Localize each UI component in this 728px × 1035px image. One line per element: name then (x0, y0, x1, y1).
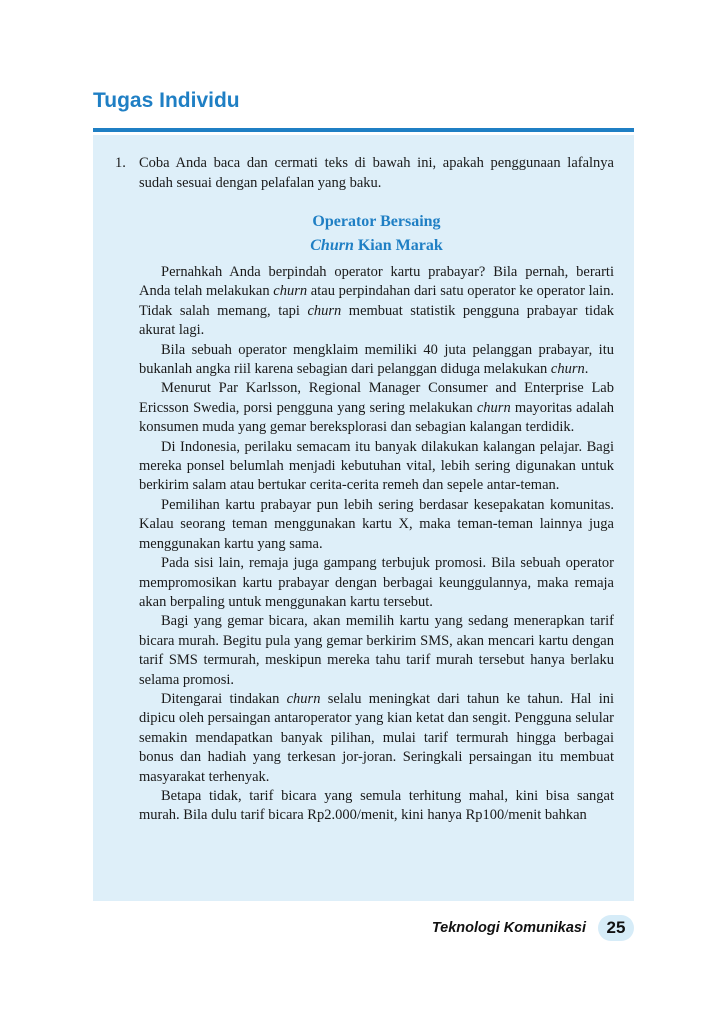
article-title-line1: Operator Bersaing (312, 213, 441, 230)
article-paragraph (139, 690, 614, 787)
article-paragraph (139, 379, 614, 437)
article-paragraph (139, 787, 614, 826)
italic-term: churn (476, 399, 511, 416)
article-title-line2 (139, 234, 614, 258)
paragraph-text: . (584, 361, 589, 378)
page-number: 25 (598, 915, 634, 941)
italic-term: churn (273, 283, 308, 300)
article-paragraph (139, 263, 614, 341)
paragraph-text: Bagi yang gemar bicara, akan memilih kartu yang sedang menerapkan tarif bicara murah. Begitu pula yang gemar berkirim SMS, akan mencari kartu dengan tarif SMS termurah, meskipun mereka tahu tarif murah tersebut hanya berlaku selama promosi. (139, 613, 614, 688)
article-title (139, 210, 614, 258)
italic-term: churn (286, 690, 321, 707)
task-number: 1. (115, 155, 126, 171)
paragraph-text: selalu meningkat dari tahun ke tahun. Hal ini dipicu oleh persaingan antaroperator yang kian ketat dan sengit. Pengguna selular semakin mendapatkan banyak pilihan, mulai tarif termurah hingga berbagai bonus dan hadiah yang terkesan jor-joran. Seringkali persaingan itu membuat masyarakat terhenyak. (139, 690, 614, 785)
italic-term: churn (550, 361, 585, 378)
article-paragraph (139, 554, 614, 612)
article-paragraph (139, 438, 614, 496)
paragraph-text: mayoritas adalah konsumen muda yang gemar bereksplorasi dan sebagian kalangan terdidik. (139, 399, 615, 436)
paragraph-text: Bila sebuah operator mengklaim memiliki 40 juta pelanggan prabayar, itu bukanlah angka riil karena sebagian dari pelanggan diduga melakukan (139, 341, 614, 378)
paragraph-text: Ditengarai tindakan (161, 690, 287, 707)
paragraph-text: Pada sisi lain, remaja juga gampang terbujuk promosi. Bila sebuah operator mempromosikan kartu prabayar dengan berbagai keunggulannya, maka remaja akan berpaling untuk menggunakan kartu tersebut. (139, 555, 614, 610)
article-paragraph (139, 612, 614, 690)
paragraph-text: Di Indonesia, perilaku semacam itu banyak dilakukan kalangan pelajar. Bagi mereka ponsel belumlah menjadi kebutuhan vital, lebih sering digunakan untuk berkirim salam atau bertukar cerita-cerita remeh dan sepele antar-teman. (139, 438, 614, 494)
article-title-rest: Kian Marak (353, 237, 443, 254)
paragraph-text: Pemilihan kartu prabayar pun lebih sering berdasar kesepakatan komunitas. Kalau seorang teman menggunakan kartu X, maka teman-teman lainnya juga menggunakan kartu yang sama. (139, 496, 614, 552)
article-body (139, 263, 614, 826)
article-title-churn: Churn (310, 237, 354, 254)
book-title: Teknologi Komunikasi (431, 920, 586, 936)
article-paragraph (139, 496, 614, 554)
section-title-rule (93, 128, 634, 132)
task-box (93, 135, 634, 901)
italic-term: churn (307, 302, 342, 319)
paragraph-text: Menurut Par Karlsson, Regional Manager Consumer and Enterprise Lab Ericsson Swedia, porsi pengguna yang sering melakukan (139, 380, 614, 416)
task-instruction: Coba Anda baca dan cermati teks di bawah ini, apakah penggunaan lafalnya sudah sesuai dengan pelafalan yang baku. (139, 155, 614, 191)
paragraph-text: Betapa tidak, tarif bicara yang semula terhitung mahal, kini bisa sangat murah. Bila dulu tarif bicara Rp2.000/menit, kini hanya Rp100/menit bahkan (139, 787, 614, 824)
section-title: Tugas Individu (93, 89, 240, 112)
article-paragraph (139, 341, 614, 380)
paragraph-text: Pernahkah Anda berpindah operator kartu prabayar? Bila pernah, berarti Anda telah melakukan (139, 264, 614, 300)
paragraph-text: atau perpindahan dari satu operator ke operator lain. Tidak salah memang, tapi (139, 283, 614, 319)
paragraph-text: membuat statistik pengguna prabayar tidak akurat lagi. (139, 302, 614, 339)
